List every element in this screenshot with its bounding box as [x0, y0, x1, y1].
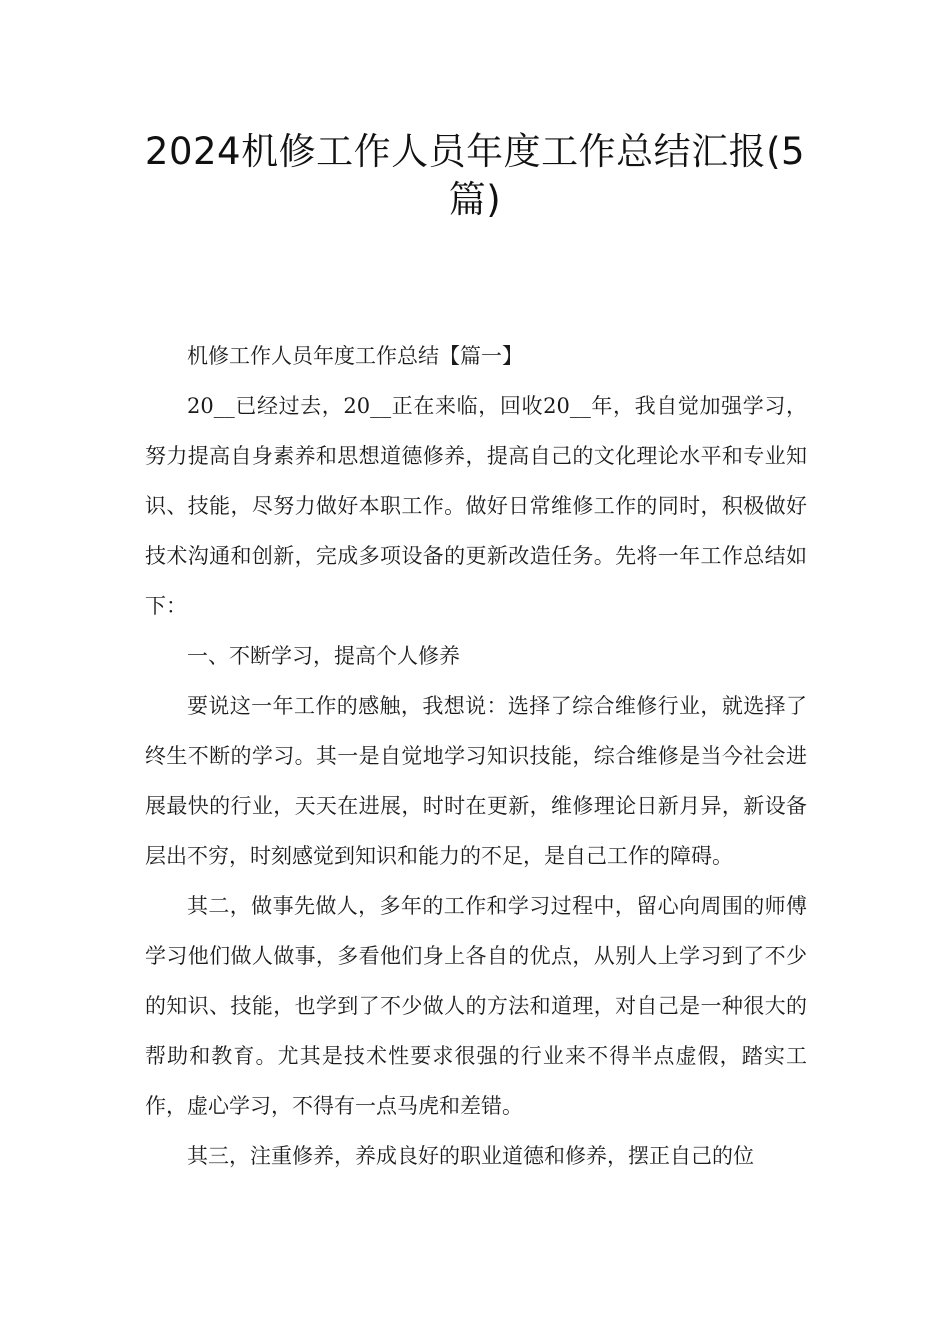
document-body — [145, 331, 807, 1181]
paragraph-intro: 20__已经过去，20__正在来临，回收20__年，我自觉加强学习，努力提高自身素养和思想道德修养，提高自己的文化理论水平和专业知识、技能，尽努力做好本职工作。做好日常维修工作的同时，积极做好技术沟通和创新，完成多项设备的更新改造任务。先将一年工作总结如下： — [145, 394, 807, 618]
paragraph-third: 其三，注重修养，养成良好的职业道德和修养，摆正自己的位 — [187, 1144, 754, 1168]
paragraph-learning: 要说这一年工作的感触，我想说：选择了综合维修行业，就选择了终生不断的学习。其一是自觉地学习知识技能，综合维修是当今社会进展最快的行业，天天在进展，时时在更新，维修理论日新月异，新设备层出不穷，时刻感觉到知识和能力的不足，是自己工作的障碍。 — [145, 694, 807, 868]
paragraph-second: 其二，做事先做人，多年的工作和学习过程中，留心向周围的师傅学习他们做人做事，多看他们身上各自的优点，从别人上学习到了不少的知识、技能，也学到了不少做人的方法和道理，对自己是一种很大的帮助和教育。尤其是技术性要求很强的行业来不得半点虚假，踏实工作，虚心学习，不得有一点马虎和差错。 — [145, 894, 807, 1118]
section-heading-learning: 一、不断学习，提高个人修养 — [187, 644, 460, 668]
document-title: 2024机修工作人员年度工作总结汇报(5篇) — [144, 130, 806, 221]
section-heading-part-one: 机修工作人员年度工作总结【篇一】 — [187, 344, 523, 368]
